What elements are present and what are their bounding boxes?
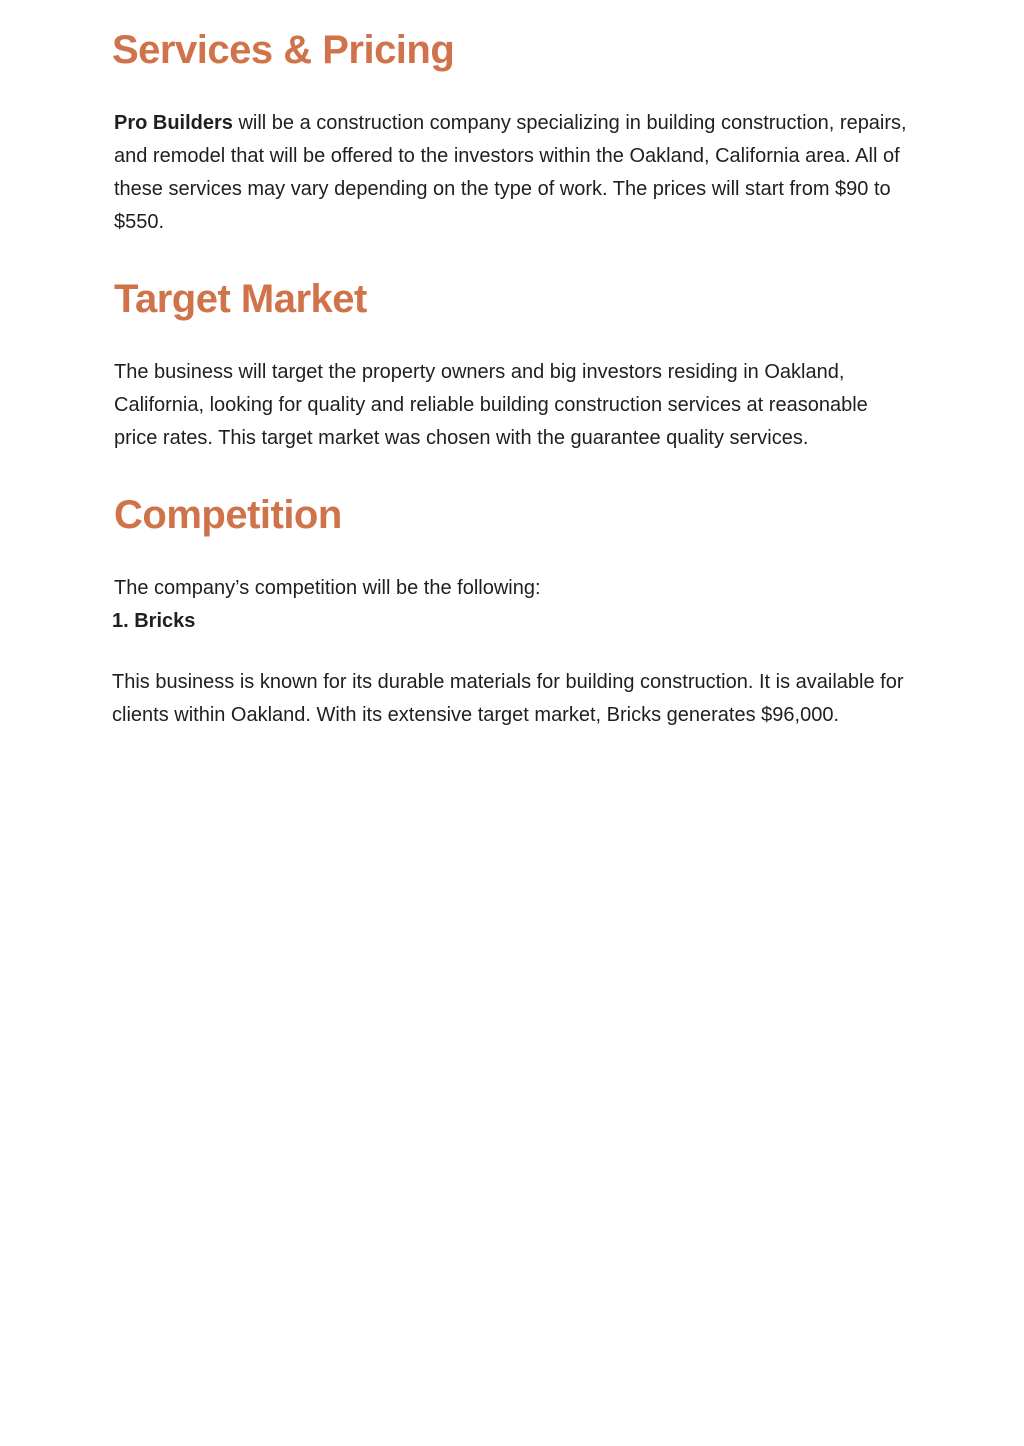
competitor-description: This business is known for its durable materials for building construction. It is available for clients within Oakland. With its extensive target market, Bricks generates $96,000. <box>112 671 904 726</box>
target-market-heading: Target Market <box>114 277 367 321</box>
services-pricing-paragraph <box>114 107 914 239</box>
competitor-title: 1. Bricks <box>112 610 196 632</box>
competition-intro: The company’s competition will be the following: <box>114 577 541 599</box>
company-name: Pro Builders <box>114 112 233 134</box>
services-pricing-body: will be a construction company specializing in building construction, repairs, and remodel that will be offered to the investors within the Oakland, California area. All of these services may vary depending on the type of work. The prices will start from $90 to $550. <box>114 112 907 233</box>
competition-heading: Competition <box>114 493 342 537</box>
services-pricing-heading: Services & Pricing <box>112 28 455 72</box>
target-market-paragraph: The business will target the property owners and big investors residing in Oakland, California, looking for quality and reliable building construction services at reasonable price rates. This target market was chosen with the guarantee quality services. <box>114 361 868 449</box>
